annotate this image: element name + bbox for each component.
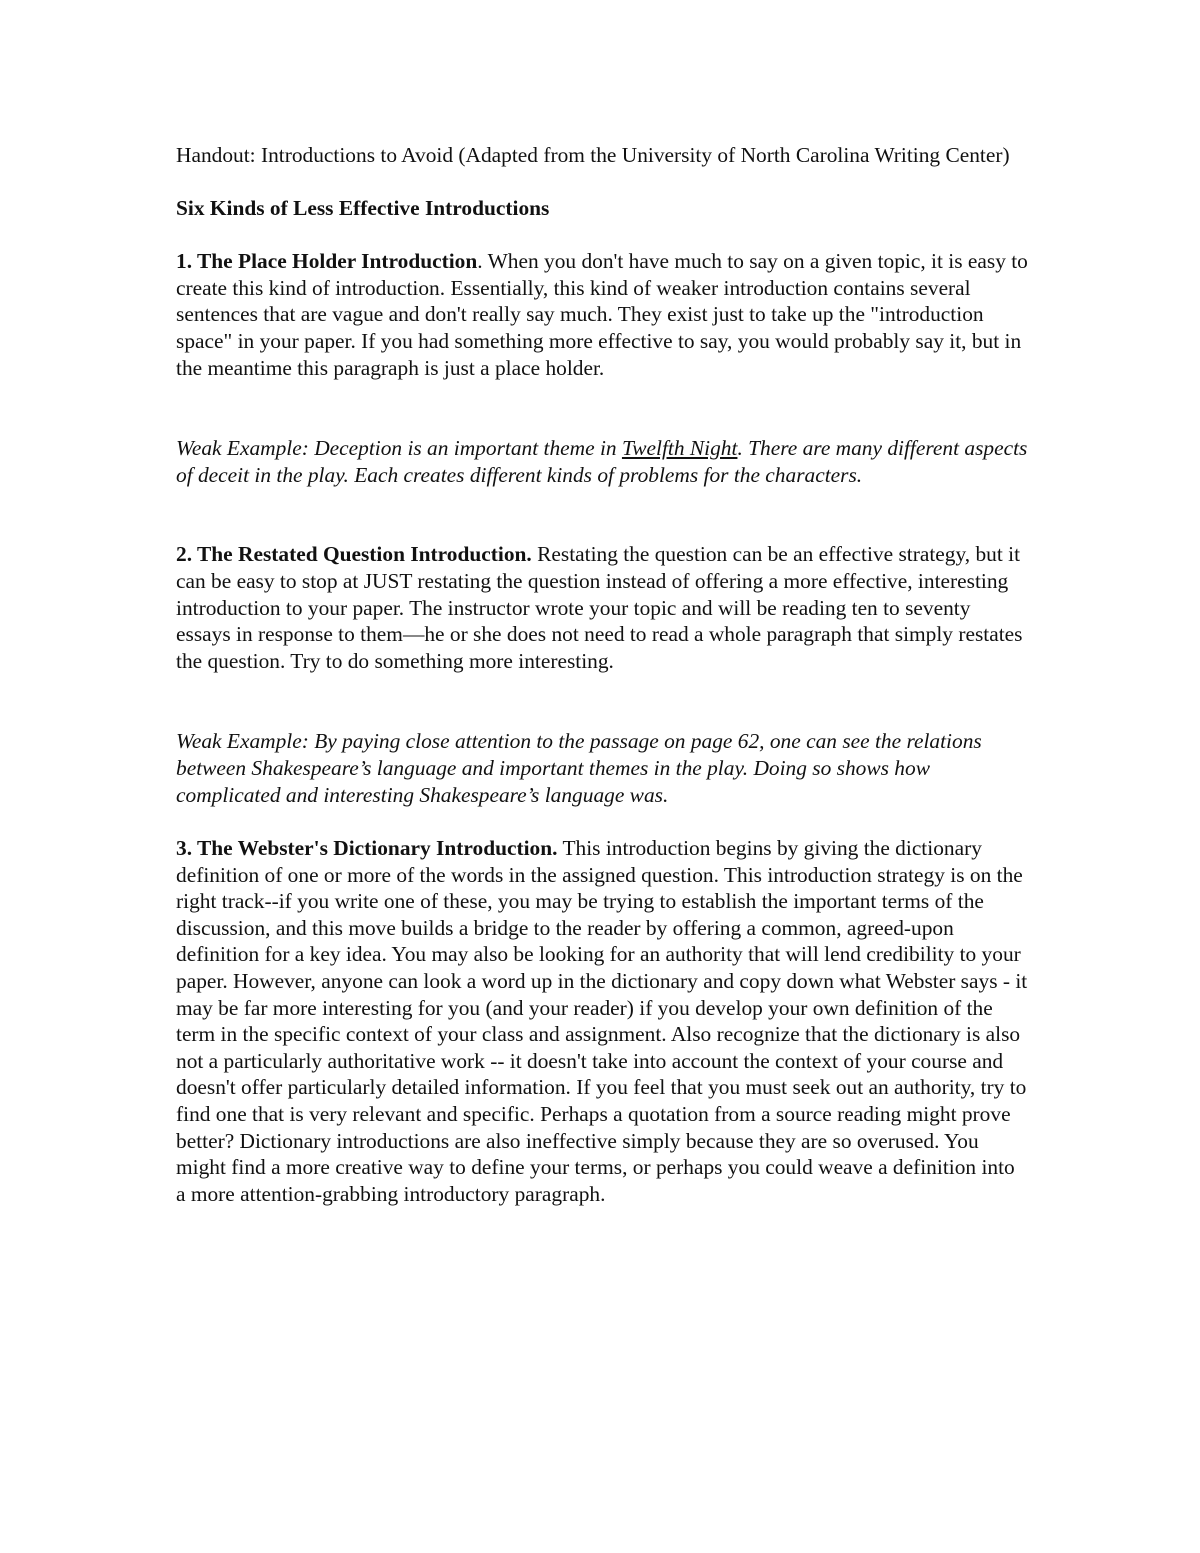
item-body-text: This introduction begins by giving the dictionary definition of one or more of the words in the assigned question. This introduction strategy is on the right track--if you write one of these, you may be trying to establish the important terms of the discussion, and this move builds a bridge to the reader by offering a common, agreed-upon definition for a key idea. You may also be looking for an authority that will lend credibility to your paper. However, anyone can look a word up in the dictionary and copy down what Webster says - it may be far more interesting for you (and your reader) if you develop your own definition of the term in the specific context of your class and assignment. Also recognize that the dictionary is also not a particularly authoritative work -- it doesn't take into account the context of your course and doesn't offer particularly detailed information. If you feel that you must seek out an authority, try to find one that is very relevant and specific. Perhaps a quotation from a source reading might prove better? Dictionary introductions are also ineffective simply because they are so overused. You might find a more creative way to define your terms, or perhaps you could weave a definition into a more attention-grabbing introductory paragraph. [176,836,1028,1206]
item-heading: 1. The Place Holder Introduction [176,249,478,274]
play-title: Twelfth Night [621,436,738,461]
item-heading: 3. The Webster's Dictionary Introduction. [176,836,558,861]
document-page [176,142,1028,1207]
item-body-text: Restating the question can be an effective strategy, but it can be easy to stop at JUST restating the question instead of offering a more effective, interesting introduction to your paper. The instructor wrote your topic and will be reading ten to seventy essays in response to them—he or she does not need to read a whole paragraph that simply restates the question. Try to do something more interesting. [176,542,1023,673]
example-text: Weak Example: Deception is an important theme in [176,436,622,461]
item-websters-dictionary [176,835,1028,1207]
item-restated-question [176,541,1028,674]
item-body-text: When you don't have much to say on a given topic, it is easy to create this kind of introduction. Essentially, this kind of weaker introduction contains several sentences that are vague and don't really say much. They exist just to take up the "introduction space" in your paper. If you had something more effective to say, you would probably say it, but in the meantime this paragraph is just a place holder. [176,249,1028,380]
item-heading-punctuation: . [477,249,483,274]
section-heading: Six Kinds of Less Effective Introductions [176,195,550,220]
document-title: Handout: Introductions to Avoid (Adapted from the University of North Carolina Writing Center) [176,143,1010,167]
item-heading: 2. The Restated Question Introduction. [176,542,532,567]
example-text: . There are many different aspects of deceit in the play. Each creates different kinds of problems for the characters. [176,436,1028,487]
item-place-holder [176,248,1028,381]
weak-example: Weak Example: By paying close attention to the passage on page 62, one can see the relations between Shakespeare’s language and important themes in the play. Doing so shows how complicated and interesting Shakespeare’s language was. [176,729,982,807]
weak-example [176,435,1028,488]
